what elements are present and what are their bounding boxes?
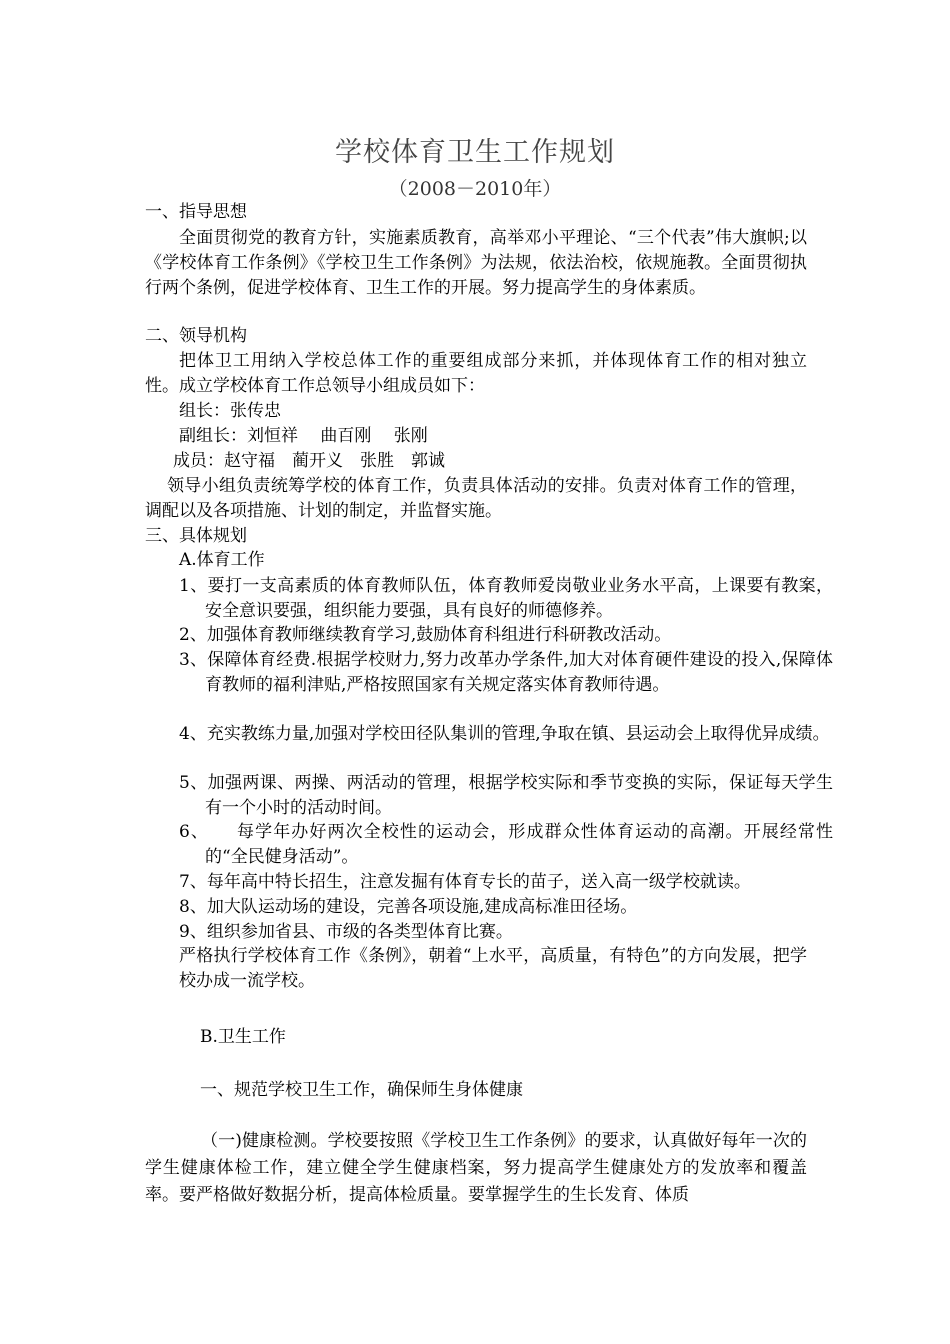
section-body-guiding: 全面贯彻党的教育方针，实施素质教育，高举邓小平理论、“三个代表”伟大旗帜;以《学校体育工作条例》《学校卫生工作条例》为法规，依法治校，依规施教。全面贯彻执行两个条例，促进学校体育、卫生工作的开展。努力提高学生的身体素质。 — [145, 228, 807, 298]
sports-closing: 严格执行学校体育工作《条例》，朝着“上水平，高质量，有特色”的方向发展，把学校办成一流学校。 — [179, 946, 807, 991]
plan-item — [179, 771, 833, 821]
section-heading-plan: 三、具体规划 — [145, 526, 247, 546]
plan-item-text: 要打一支高素质的体育教师队伍，体育教师爱岗敬业业务水平高，上课要有教案，安全意识要强，组织能力要强，具有良好的师德修养。 — [205, 576, 833, 621]
plan-item — [179, 870, 833, 895]
plan-item-number: 2、 — [179, 625, 207, 645]
plan-item-text: 保障体育经费.根据学校财力,努力改革办学条件,加大对体育硬件建设的投入,保障体育教师的福利津贴,严格按照国家有关规定落实体育教师待遇。 — [205, 650, 833, 695]
plan-item-text: 组织参加省县、市级的各类型体育比赛。 — [206, 922, 513, 942]
hygiene-heading: 一、规范学校卫生工作，确保师生身体健康 — [200, 1080, 523, 1100]
plan-item-text: 加强两课、两操、两活动的管理，根据学校实际和季节变换的实际，保证每天学生有一个小时的活动时间。 — [205, 773, 833, 818]
leader-line: 组长：张传忠 — [179, 401, 281, 421]
plan-item — [179, 722, 833, 747]
plan-item-number: 8、 — [179, 897, 207, 917]
subsection-sports: A.体育工作 — [179, 550, 265, 570]
plan-item-text: 每年高中特长招生，注意发掘有体育专长的苗子，送入高一级学校就读。 — [206, 872, 751, 892]
plan-item — [179, 574, 833, 624]
vice-leader-line: 副组长：刘恒祥 曲百刚 张刚 — [179, 426, 428, 446]
leadership-duty: 领导小组负责统筹学校的体育工作，负责具体活动的安排。负责对体育工作的管理，调配以及各项措施、计划的制定，并监督实施。 — [145, 476, 807, 521]
plan-item-number: 1、 — [179, 576, 208, 596]
plan-item-text: 加强体育教师继续教育学习,鼓励体育科组进行科研教改活动。 — [206, 625, 672, 645]
plan-item — [179, 623, 833, 648]
plan-item-text: 充实教练力量,加强对学校田径队集训的管理,争取在镇、县运动会上取得优异成绩。 — [206, 724, 830, 744]
plan-item-number: 4、 — [179, 724, 207, 744]
section-heading-leadership: 二、领导机构 — [145, 326, 247, 346]
members-line: 成员：赵守福 蔺开义 张胜 郭诚 — [173, 451, 445, 471]
plan-item-number: 3、 — [179, 650, 208, 670]
hygiene-health-check: （一)健康检测。学校要按照《学校卫生工作条例》的要求，认真做好每年一次的学生健康体检工作，建立健全学生健康档案，努力提高学生健康处方的发放率和覆盖率。要严格做好数据分析，提高体检质量。要掌握学生的生长发育、体质 — [145, 1131, 807, 1205]
section-heading-guiding: 一、指导思想 — [145, 202, 247, 222]
document-subtitle: （2008－2010年） — [388, 178, 562, 200]
plan-item-text: 加大队运动场的建设，完善各项设施,建成高标准田径场。 — [206, 897, 638, 917]
plan-item-number: 6、 — [179, 822, 210, 842]
plan-item — [179, 820, 833, 870]
subsection-hygiene: B.卫生工作 — [200, 1027, 286, 1047]
plan-item-text: 每学年办好两次全校性的运动会，形成群众性体育运动的高潮。开展经常性的“全民健身活动”。 — [205, 822, 833, 867]
document-title: 学校体育卫生工作规划 — [335, 137, 615, 168]
section-body-leadership: 把体卫工用纳入学校总体工作的重要组成部分来抓，并体现体育工作的相对独立性。成立学校体育工作总领导小组成员如下： — [145, 351, 807, 396]
plan-item — [179, 895, 833, 920]
plan-item-number: 9、 — [179, 922, 207, 942]
plan-item-number: 7、 — [179, 872, 207, 892]
plan-item — [179, 648, 833, 698]
plan-item — [179, 920, 833, 945]
plan-item-number: 5、 — [179, 773, 208, 793]
